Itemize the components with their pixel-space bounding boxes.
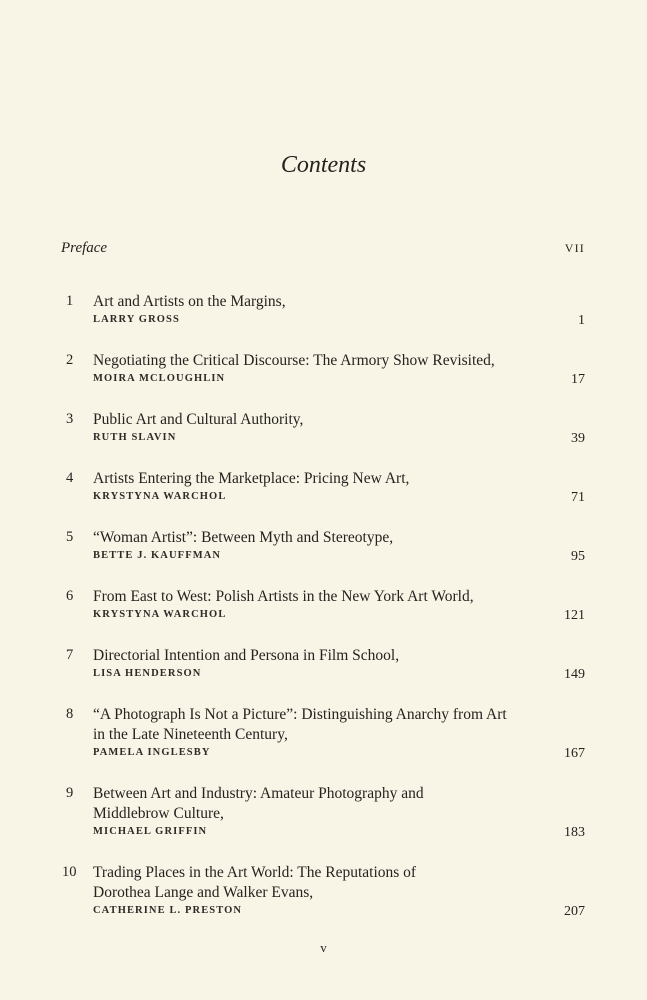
chapter-number: 6 [66, 588, 74, 604]
chapter-author: RUTH SLAVIN [93, 432, 177, 443]
chapter-title: Art and Artists on the Margins, [93, 293, 286, 310]
chapter-page-number: 167 [564, 746, 585, 761]
chapter-title: “Woman Artist”: Between Myth and Stereotype, [93, 529, 394, 546]
preface-page-number: VII [564, 241, 585, 255]
chapter-author: LISA HENDERSON [93, 668, 202, 679]
page-folio: v [320, 940, 327, 955]
chapter-page-number: 149 [564, 667, 585, 682]
chapter-author: KRYSTYNA WARCHOL [93, 491, 227, 502]
preface-label: Preface [61, 240, 108, 256]
chapter-number: 4 [66, 470, 74, 486]
chapter-author: LARRY GROSS [93, 314, 180, 325]
chapter-author: PAMELA INGLESBY [93, 747, 211, 758]
chapter-author: MOIRA MCLOUGHLIN [93, 373, 226, 384]
chapter-number: 7 [66, 647, 74, 663]
chapter-title: Between Art and Industry: Amateur Photography and Middlebrow Culture, [93, 785, 424, 822]
page-title: Contents [280, 152, 367, 178]
chapter-author: MICHAEL GRIFFIN [93, 826, 208, 837]
chapter-title: “A Photograph Is Not a Picture”: Distinguishing Anarchy from Art in the Late Nineteenth Century, [93, 706, 507, 743]
chapter-number: 9 [66, 785, 74, 801]
chapter-title: Directorial Intention and Persona in Film School, [93, 647, 400, 664]
chapter-title: Negotiating the Critical Discourse: The Armory Show Revisited, [93, 352, 495, 369]
chapter-page-number: 71 [571, 490, 585, 505]
chapter-title: Trading Places in the Art World: The Reputations of Dorothea Lange and Walker Evans, [93, 864, 417, 901]
chapter-page-number: 95 [571, 549, 585, 564]
chapter-page-number: 1 [578, 313, 585, 328]
chapter-title: From East to West: Polish Artists in the New York Art World, [93, 588, 474, 605]
chapter-number: 10 [62, 864, 77, 880]
chapter-title: Artists Entering the Marketplace: Pricing New Art, [93, 470, 410, 487]
chapter-author: KRYSTYNA WARCHOL [93, 609, 227, 620]
chapter-page-number: 207 [564, 904, 585, 919]
chapter-title: Public Art and Cultural Authority, [93, 411, 304, 428]
chapter-number: 8 [66, 706, 74, 722]
chapter-number: 1 [66, 293, 74, 309]
chapter-number: 2 [66, 352, 74, 368]
chapter-page-number: 17 [571, 372, 585, 387]
chapter-number: 3 [66, 411, 74, 427]
chapter-page-number: 121 [564, 608, 585, 623]
preface-entry[interactable] [61, 240, 585, 257]
chapter-page-number: 183 [564, 825, 585, 840]
chapter-page-number: 39 [571, 431, 585, 446]
chapter-author: CATHERINE L. PRESTON [93, 905, 243, 916]
chapter-number: 5 [66, 529, 74, 545]
chapter-author: BETTE J. KAUFFMAN [93, 550, 222, 561]
